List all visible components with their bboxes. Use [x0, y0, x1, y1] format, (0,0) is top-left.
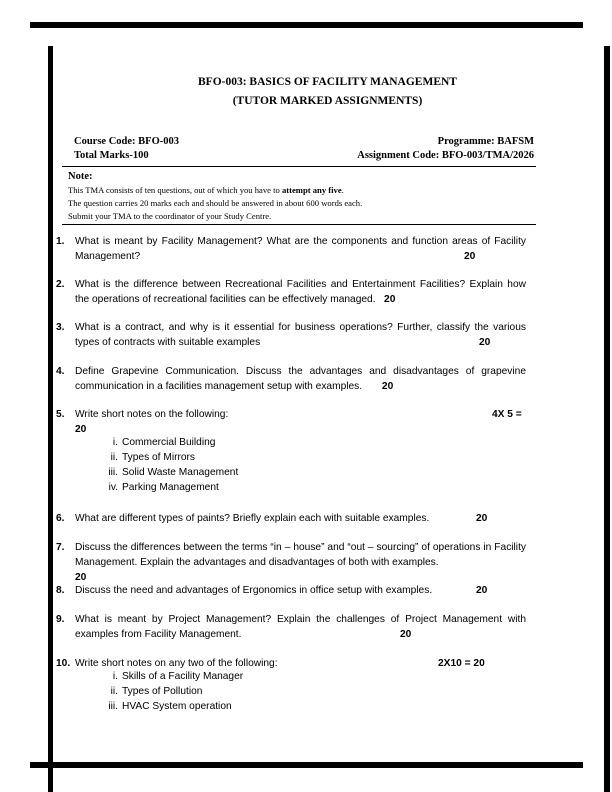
question-marks: 20 [476, 513, 488, 524]
question-marks: 20 [476, 585, 488, 596]
list-item-text: HVAC System operation [122, 701, 232, 712]
question-number: 10. [56, 658, 71, 669]
question-body: Define Grapevine Communication. Discuss the advantages and disadvantages of grapevine communication in a facilities management setup with examples. [75, 366, 526, 392]
note-line-2: The question carries 20 marks each and should be answered in about 600 words each. [68, 198, 363, 208]
question-number: 1. [56, 236, 65, 247]
question-text [75, 407, 526, 422]
left-border-rule [48, 46, 53, 792]
list-item-text: Commercial Building [122, 437, 216, 448]
total-marks: Total Marks-100 [74, 150, 149, 161]
question-body: What is a contract, and why is it essential for business operations? Further, classify the various types of contracts with suitable examples [75, 322, 526, 348]
question-text [75, 234, 526, 264]
question-marks-label: 4X 5 = [492, 409, 522, 420]
list-item [104, 671, 243, 682]
question-number: 9. [56, 614, 65, 625]
question-number: 2. [56, 279, 65, 290]
question-text [75, 277, 526, 307]
note-line-1 [68, 185, 344, 195]
list-item-numeral: iii. [108, 701, 118, 712]
question-number: 4. [56, 366, 65, 377]
list-item-numeral: iii. [108, 467, 118, 478]
note-line-1-text: This TMA consists of ten questions, out of which you have to [68, 185, 282, 195]
list-item-numeral: iv. [108, 482, 118, 493]
question-number: 6. [56, 513, 65, 524]
list-item-numeral: ii. [110, 686, 118, 697]
list-item-text: Parking Management [122, 482, 219, 493]
document-title: BFO-003: BASICS OF FACILITY MANAGEMENT [198, 76, 457, 88]
question-text [75, 583, 526, 598]
list-item [104, 686, 202, 697]
question-number: 8. [56, 585, 65, 596]
bottom-border-rule [30, 762, 583, 768]
question-marks: 20 [381, 381, 394, 392]
list-item [104, 482, 219, 493]
question-body: Write short notes on any two of the following: [75, 658, 278, 669]
note-line-1-end: . [341, 185, 344, 195]
list-item [104, 467, 238, 478]
question-body: What are different types of paints? Briefly explain each with suitable examples. [75, 513, 430, 524]
question-text [75, 540, 526, 570]
question-marks: 20 [384, 294, 396, 305]
course-code: Course Code: BFO-003 [74, 136, 179, 147]
assignment-code: Assignment Code: BFO-003/TMA/2026 [357, 150, 534, 161]
note-line-3: Submit your TMA to the coordinator of your Study Centre. [68, 211, 272, 221]
note-title: Note: [68, 171, 93, 182]
note-line-1-emphasis: attempt any five [281, 185, 342, 195]
question-marks: 20 [400, 629, 412, 640]
question-body: Write short notes on the following: [75, 409, 229, 420]
list-item [104, 452, 195, 463]
question-body: What is the difference between Recreational Facilities and Entertainment Facilities? Explain how the operations of recreational facilities can be effectively managed. [75, 279, 526, 305]
question-body: Discuss the need and advantages of Ergonomics in office setup with examples. [75, 585, 433, 596]
list-item-numeral: i. [112, 437, 118, 448]
right-border-rule [604, 46, 610, 792]
question-marks: 20 [464, 251, 476, 262]
list-item [104, 701, 232, 712]
question-body: What is meant by Project Management? Explain the challenges of Project Management with examples from Facility Management. [75, 614, 526, 640]
list-item-text: Solid Waste Management [122, 467, 239, 478]
question-body: Discuss the differences between the terms “in – house” and “out – sourcing” of operations in Facility Management. Explain the advantages and disadvantages of both with examples. [75, 542, 526, 568]
list-item [104, 437, 215, 448]
question-marks: 2X10 = 20 [438, 658, 485, 669]
question-text [75, 320, 526, 350]
list-item-text: Types of Mirrors [122, 452, 196, 463]
question-text [75, 612, 526, 642]
question-number: 5. [56, 409, 65, 420]
list-item-text: Types of Pollution [122, 686, 203, 697]
question-marks: 20 [75, 572, 87, 583]
question-marks: 20 [479, 337, 491, 348]
question-number: 3. [56, 322, 65, 333]
list-item-numeral: ii. [110, 452, 118, 463]
document-subtitle: (TUTOR MARKED ASSIGNMENTS) [232, 95, 423, 107]
list-item-text: Skills of a Facility Manager [122, 671, 244, 682]
question-number: 7. [56, 542, 65, 553]
question-text [75, 511, 526, 526]
question-marks: 20 [75, 424, 87, 435]
question-body: What is meant by Facility Management? What are the components and function areas of Facility Management? [75, 236, 526, 262]
question-text [75, 364, 526, 394]
top-border-rule [30, 22, 583, 28]
list-item-numeral: i. [112, 671, 118, 682]
programme: Programme: BAFSM [437, 136, 534, 147]
note-box [62, 166, 536, 225]
